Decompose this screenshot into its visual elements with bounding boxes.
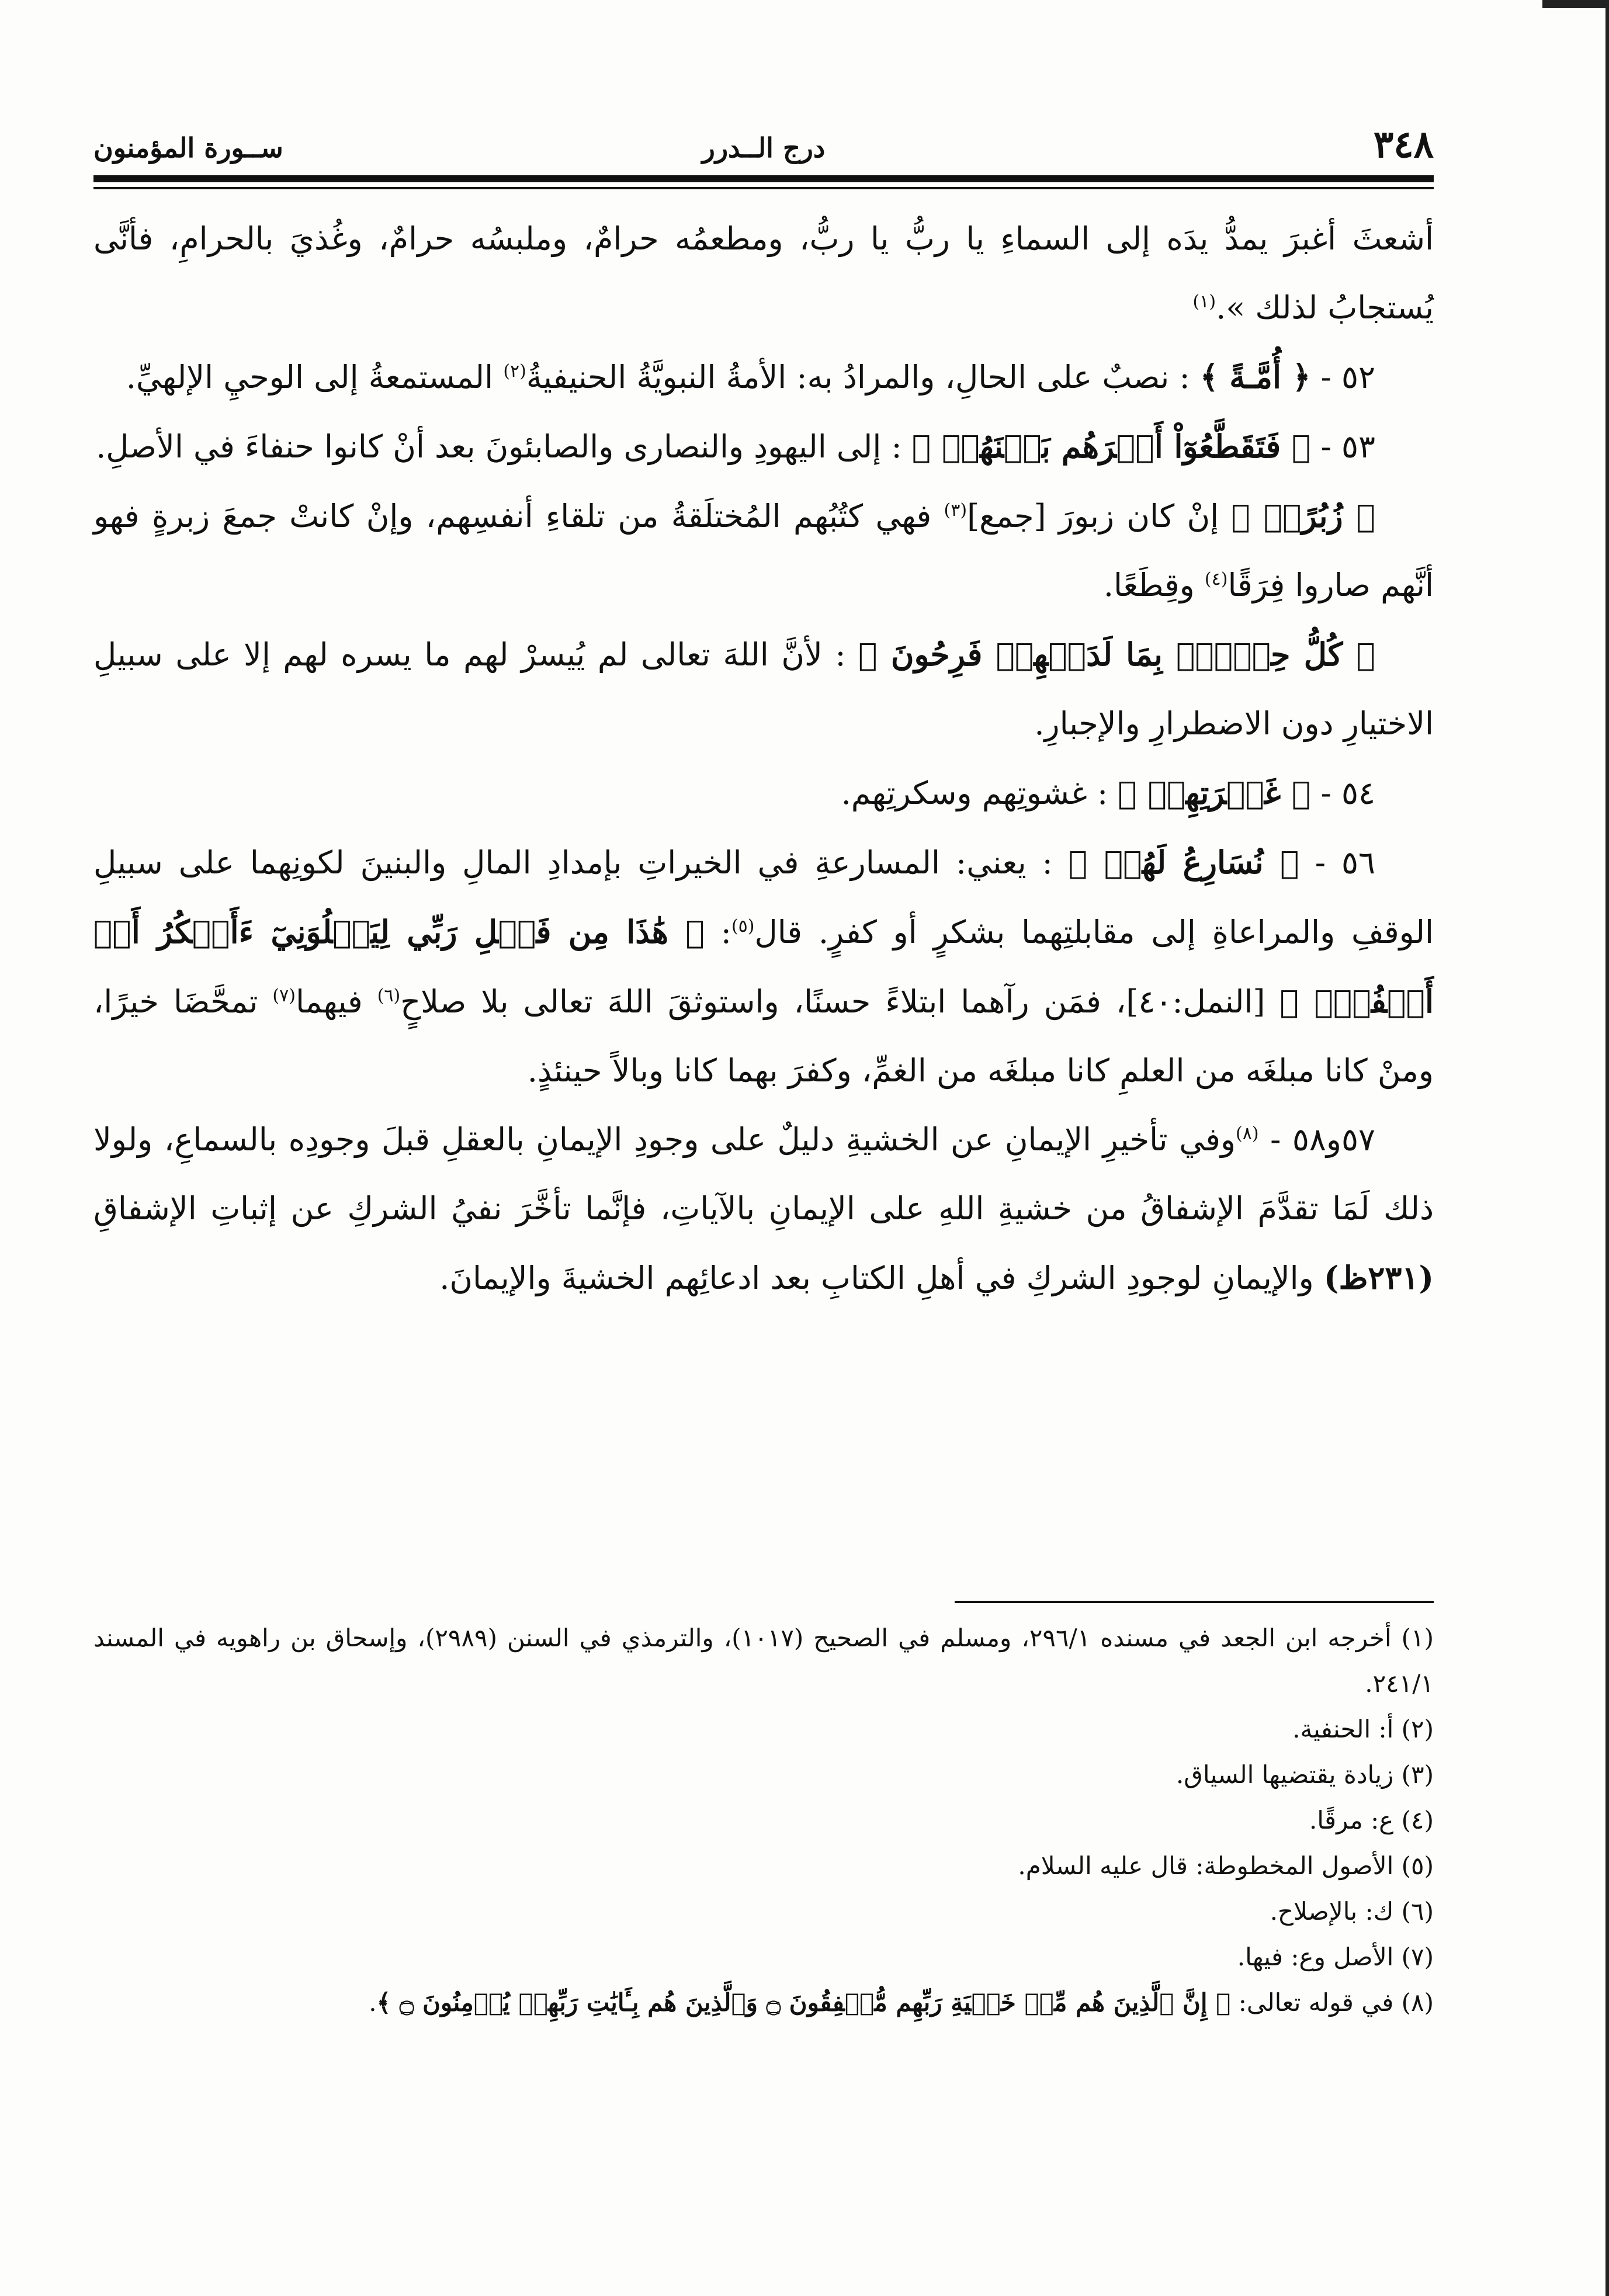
paragraph-verse-53: ٥٣ - ﴿ فَتَقَطَّعُوٓاْ أَمۡرَهُم بَيۡنَهُمۡ ﴾ : إلى اليهودِ والنصارى والصابئونَ بعد أنْ كانوا حنفاءَ في الأصلِ. <box>96 428 1375 465</box>
footnote-separator <box>955 1601 1434 1603</box>
footnote-8: (٨) في قوله تعالى: ﴿ إِنَّ ٱلَّذِينَ هُم مِّنۡ خَشۡيَةِ رَبِّهِم مُّشۡفِقُونَ ۝ وَٱلَّذِينَ هُم بِـَٔايَٰتِ رَبِّهِمۡ يُؤۡمِنُونَ ۝ ﴾. <box>369 1988 1434 2017</box>
scan-edge-top <box>1542 0 1609 8</box>
header-rule-thin <box>93 187 1434 189</box>
quran-verse: ﴿ هَٰذَا مِن فَضۡلِ رَبِّي لِيَبۡلُوَنِيٓ ءَأَشۡكُرُ أَمۡ أَكۡفُرُۖ ﴾ <box>93 913 1434 1020</box>
main-text <box>93 204 1434 1313</box>
manuscript-folio-ref: (٢٣١ظ) <box>1323 1259 1434 1296</box>
quran-verse: ﴿ زُبُرًاۖ ﴾ <box>1231 497 1375 535</box>
footnote-ref: (٦) <box>377 986 401 1006</box>
footnote-6: (٦) ك: بالإصلاح. <box>1270 1897 1434 1926</box>
footnote-3: (٣) زيادة يقتضيها السياق. <box>1175 1760 1434 1789</box>
footnote-ref: (٤) <box>1204 569 1228 589</box>
footnote-ref: (٧) <box>272 986 296 1006</box>
quran-verse: ﴿ إِنَّ ٱلَّذِينَ هُم مِّنۡ خَشۡيَةِ رَبِّهِم مُّشۡفِقُونَ ۝ وَٱلَّذِينَ هُم بِـَٔايَٰتِ رَبِّهِمۡ يُؤۡمِنُونَ ۝ ﴾ <box>376 1988 1231 2017</box>
quran-verse: ﴿ أُمَّـةً ﴾ <box>1199 358 1311 396</box>
paragraph-kullu-hizb: ﴿ كُلُّ حِزۡبِۭ بِمَا لَدَيۡهِمۡ فَرِحُونَ ﴾ : لأنَّ اللهَ تعالى لم يُيسرْ لهم ما يسره لهم إلا على سبيلِ الاختيارِ دون الاضطرارِ والإجبارِ. <box>93 636 1434 742</box>
scan-edge <box>1605 0 1609 2296</box>
footnote-ref: (٣) <box>944 500 968 521</box>
surah-name: ســورة المؤمنون <box>93 132 283 164</box>
footnote-4: (٤) ع: مرقًا. <box>1309 1806 1434 1834</box>
quran-verse: ﴿ نُسَارِعُ لَهُمۡ ﴾ <box>1068 844 1299 881</box>
page-header <box>93 123 1434 175</box>
paragraph-verse-56: ٥٦ - ﴿ نُسَارِعُ لَهُمۡ ﴾ : يعني: المسارعةِ في الخيراتِ بإمدادِ المالِ والبنينَ لكونِهما على سبيلِ الوقفِ والمراعاةِ إلى مقابلتِهما بشكرٍ أو كفرٍ. قال$^{(٥)}$: ﴿ هَٰذَا مِن فَضۡلِ رَبِّي لِيَبۡلُوَنِيٓ ءَأَشۡكُرُ أَمۡ أَكۡفُرُۖ ﴾ [النمل:٤٠]، فمَن رآهما ابتلاءً حسنًا، واستوثقَ اللهَ تعالى بلا صلاحٍ$^{(٦)}$ فيهما$^{(٧)}$ تمحَّضَا خيرًا، ومنْ كانا مبلغَه من العلمِ كانا مبلغَه من الغمِّ، وكفرَ بهما كانا وبالاً حينئذٍ. <box>93 844 1434 1089</box>
footnote-5: (٥) الأصول المخطوطة: قال عليه السلام. <box>1018 1851 1434 1880</box>
quran-verse: ﴿ كُلُّ حِزۡبِۭ بِمَا لَدَيۡهِمۡ فَرِحُونَ ﴾ <box>858 636 1375 673</box>
footnote-ref: (١) <box>1192 292 1216 312</box>
footnote-1: (١) أخرجه ابن الجعد في مسنده ٢٩٦/١، ومسلم في الصحيح (١٠١٧)، والترمذي في السنن (٢٩٨٩)، وإسحاق بن راهويه في المسند ٢٤١/١. <box>93 1624 1434 1698</box>
paragraph-1: أشعثَ أغبرَ يمدُّ يدَه إلى السماءِ يا ربُّ يا ربُّ، ومطعمُه حرامٌ، وملبسُه حرامٌ، وغُذيَ بالحرامِ، فأنَّى يُستجابُ لذلك ».$^{(١)}$ <box>93 220 1434 326</box>
footnote-ref: (٥) <box>731 916 755 937</box>
page-number: ٣٤٨ <box>1373 123 1434 167</box>
paragraph-verse-52: ٥٢ - ﴿ أُمَّـةً ﴾ : نصبٌ على الحالِ، والمرادُ به: الأمةُ النبويَّةُ الحنيفيةُ$^{(٢)}$ المستمعةُ إلى الوحيِ الإلهيِّ. <box>126 358 1375 396</box>
footnote-7: (٧) الأصل وع: فيها. <box>1237 1943 1434 1971</box>
paragraph-verse-54: ٥٤ - ﴿ غَمۡرَتِهِمۡ ﴾ : غشوتِهم وسكرتِهم. <box>841 774 1375 811</box>
footnote-ref: (٢) <box>503 361 526 381</box>
running-title: درج الــدرر <box>702 132 826 164</box>
quran-verse: ﴿ غَمۡرَتِهِمۡ ﴾ <box>1118 774 1311 811</box>
paragraph-verse-57-58: ٥٧و٥٨ - $^{(٨)}$وفي تأخيرِ الإيمانِ عن الخشيةِ دليلٌ على وجودِ الإيمانِ بالعقلِ قبلَ وجودِه بالسماعِ، ولولا ذلك لَمَا تقدَّمَ الإشفاقُ من خشيةِ اللهِ على الإيمانِ بالآياتِ، فإنَّما تأخَّرَ نفيُ الشركِ عن إثباتِ الإشفاقِ (٢٣١ظ) والإيمانِ لوجودِ الشركِ في أهلِ الكتابِ بعد ادعائِهم الخشيةَ والإيمانَ. <box>93 1121 1434 1296</box>
footnote-2: (٢) أ: الحنفية. <box>1292 1715 1434 1743</box>
quran-verse: ﴿ فَتَقَطَّعُوٓاْ أَمۡرَهُم بَيۡنَهُمۡ ﴾ <box>911 428 1311 465</box>
paragraph-zubur: ﴿ زُبُرًاۖ ﴾ إنْ كان زبورَ [جمع]$^{(٣)}$ فهي كتُبُهم المُختلَقةُ من تلقاءِ أنفسِهم، وإنْ كانتْ جمعَ زبرةٍ فهو أنَّهم صاروا فِرَقًا$^{(٤)}$ وقِطَعًا. <box>93 497 1434 604</box>
footnotes <box>93 1615 1434 2026</box>
header-rule <box>93 175 1434 182</box>
footnote-ref: (٨) <box>1236 1123 1259 1144</box>
